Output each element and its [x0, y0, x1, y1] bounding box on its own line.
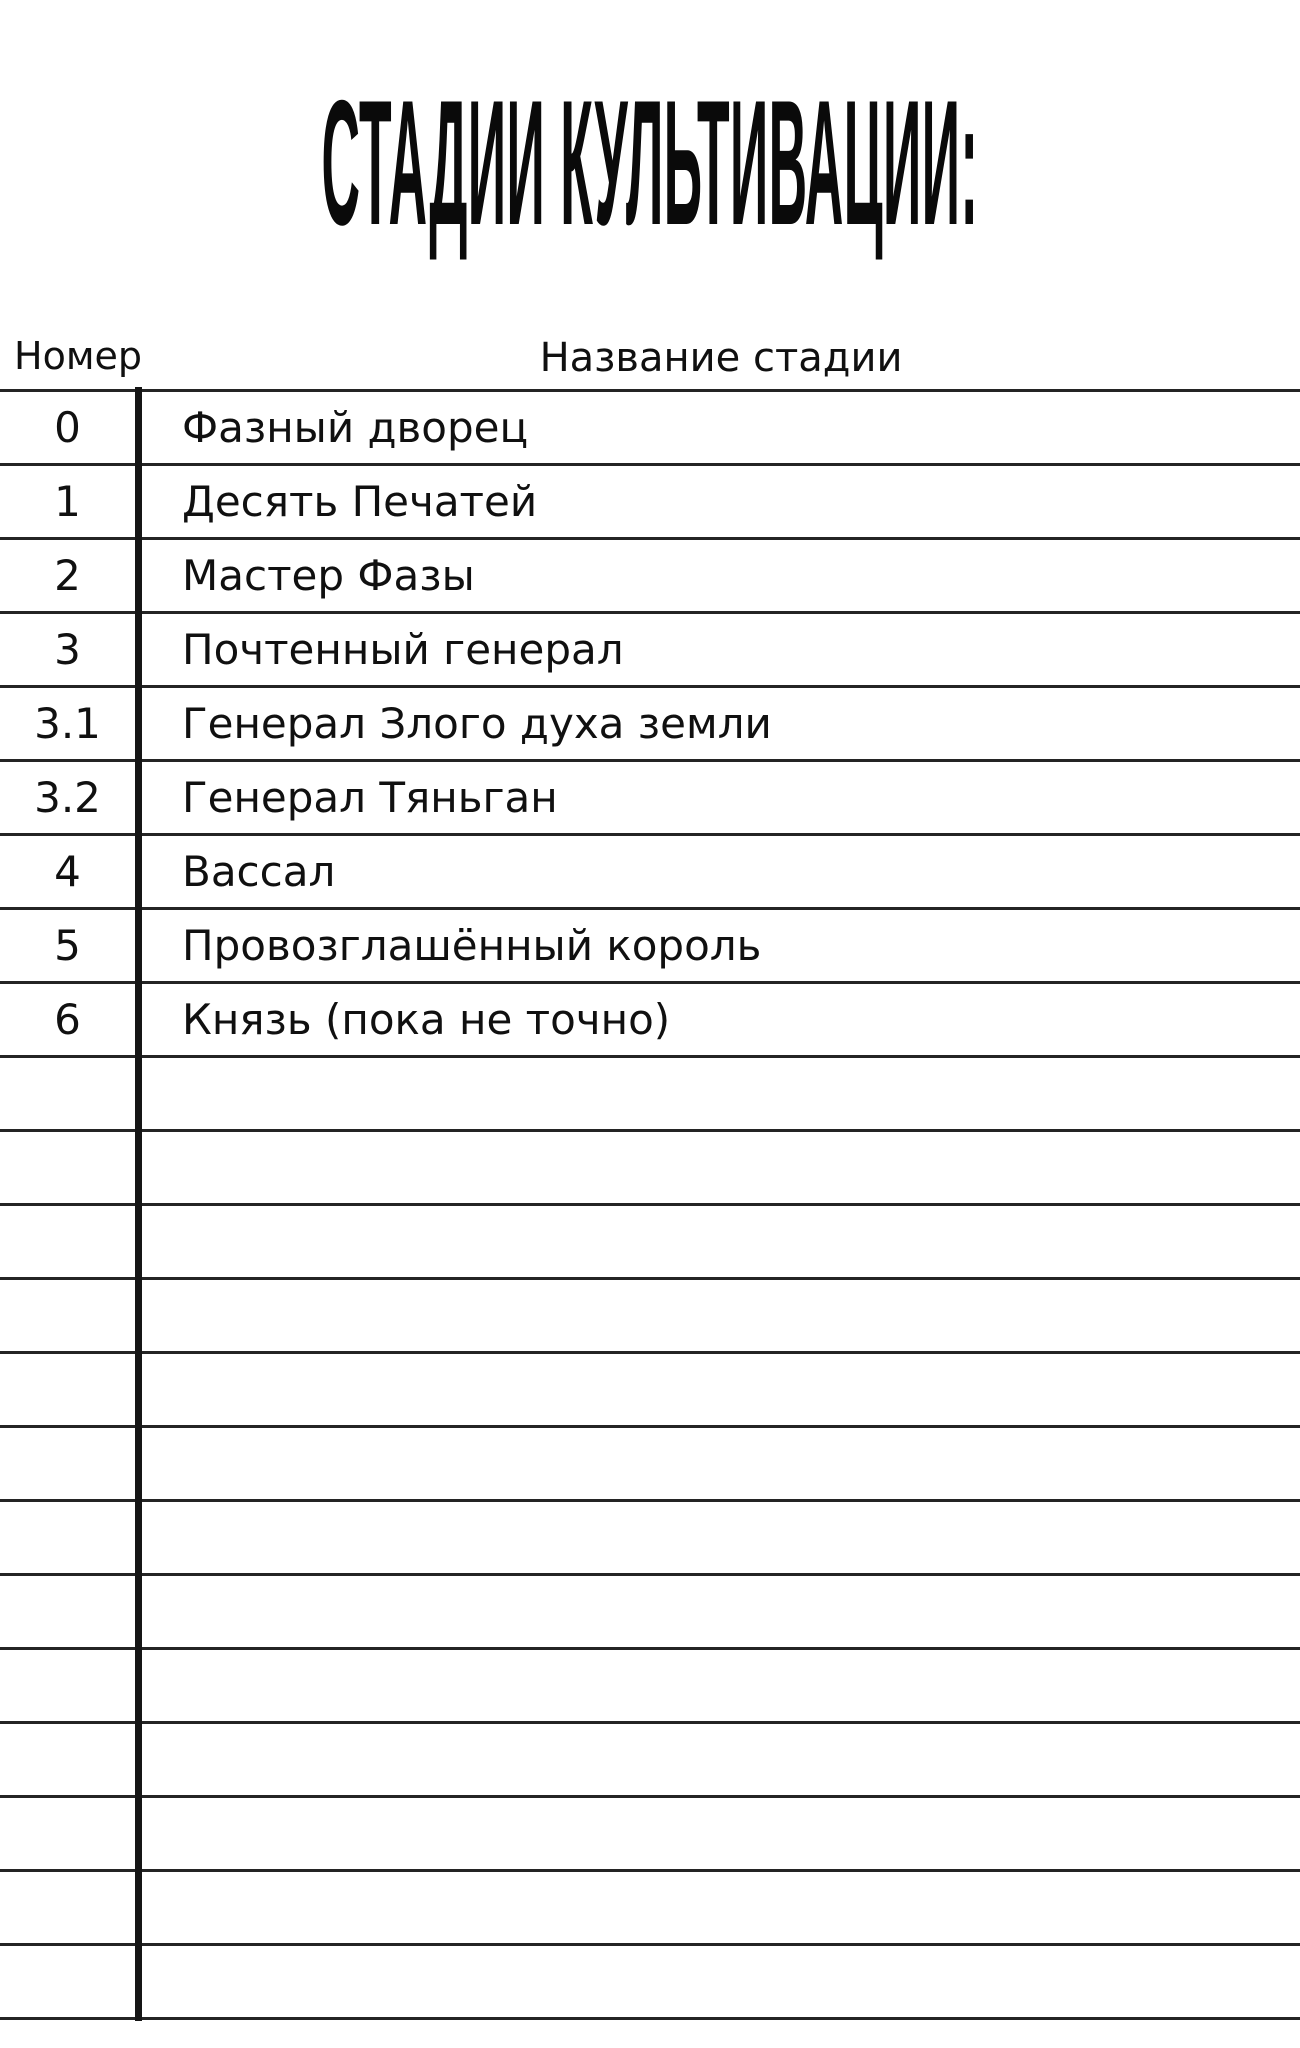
stage-name: [135, 1058, 1300, 1129]
stage-number: [0, 1354, 135, 1425]
stage-number: [0, 1132, 135, 1203]
table-row: [0, 1351, 1300, 1425]
stage-number: [0, 1872, 135, 1943]
table-row: [0, 1721, 1300, 1795]
stage-number: [0, 1502, 135, 1573]
stage-name: Князь (пока не точно): [182, 995, 671, 1044]
stage-number: 4: [54, 847, 81, 896]
table-row: [0, 1943, 1300, 2017]
stage-name: [135, 1206, 1300, 1277]
table-row: [0, 463, 1300, 537]
table-row: [0, 833, 1300, 907]
stage-name: Генерал Тяньган: [182, 773, 558, 822]
stage-name: [135, 1280, 1300, 1351]
table-row: [0, 1869, 1300, 1943]
column-divider-line: [135, 387, 142, 2021]
table-row: [0, 1499, 1300, 1573]
stage-number: 3: [54, 625, 81, 674]
stage-number: [0, 1798, 135, 1869]
stage-number: 1: [54, 477, 81, 526]
stage-name: Провозглашённый король: [182, 921, 762, 970]
column-header-number: Номер: [14, 334, 142, 378]
table-row: [0, 1795, 1300, 1869]
stage-name: [135, 1576, 1300, 1647]
stage-name: Мастер Фазы: [182, 551, 475, 600]
stage-number: [0, 1650, 135, 1721]
table-row: [0, 1129, 1300, 1203]
page-title-row: [0, 63, 1300, 262]
table-row: [0, 1055, 1300, 1129]
stage-name: [135, 1946, 1300, 2017]
table-row: [0, 1203, 1300, 1277]
table-row: [0, 1425, 1300, 1499]
stage-name: Генерал Злого духа земли: [182, 699, 772, 748]
table-row: [0, 611, 1300, 685]
stage-number: [0, 1576, 135, 1647]
stage-number: [0, 1058, 135, 1129]
stage-name: Фазный дворец: [182, 403, 529, 452]
table-row: [0, 981, 1300, 1055]
stage-name: [135, 1798, 1300, 1869]
stage-number: [0, 1280, 135, 1351]
table-row: [0, 1573, 1300, 1647]
stage-number: 3.1: [34, 699, 101, 748]
stage-number: 3.2: [34, 773, 101, 822]
stage-name: [135, 1502, 1300, 1573]
stage-number: 5: [54, 921, 81, 970]
column-header-stage-name: Название стадии: [539, 335, 903, 381]
page-title: СТАДИИ КУЛЬТИВАЦИИ:: [321, 63, 979, 262]
stage-number: 0: [54, 403, 81, 452]
stage-name: [135, 1354, 1300, 1425]
stage-name: [135, 1724, 1300, 1795]
stage-number: [0, 1724, 135, 1795]
stages-table: [0, 389, 1300, 2020]
stage-name: [135, 1132, 1300, 1203]
stage-name: [135, 1650, 1300, 1721]
stage-number: 6: [54, 995, 81, 1044]
stage-number: [0, 1206, 135, 1277]
stage-name: [135, 1872, 1300, 1943]
stage-name: Почтенный генерал: [182, 625, 624, 674]
table-row: [0, 1647, 1300, 1721]
stage-number: 2: [54, 551, 81, 600]
table-row: [0, 907, 1300, 981]
table-row: [0, 685, 1300, 759]
stage-number: [0, 1946, 135, 2017]
table-row: [0, 537, 1300, 611]
table-row: [0, 389, 1300, 463]
table-row: [0, 759, 1300, 833]
stage-number: [0, 1428, 135, 1499]
table-row: [0, 1277, 1300, 1351]
stage-name: Вассал: [182, 847, 336, 896]
stage-name: [135, 1428, 1300, 1499]
stage-name: Десять Печатей: [182, 477, 538, 526]
